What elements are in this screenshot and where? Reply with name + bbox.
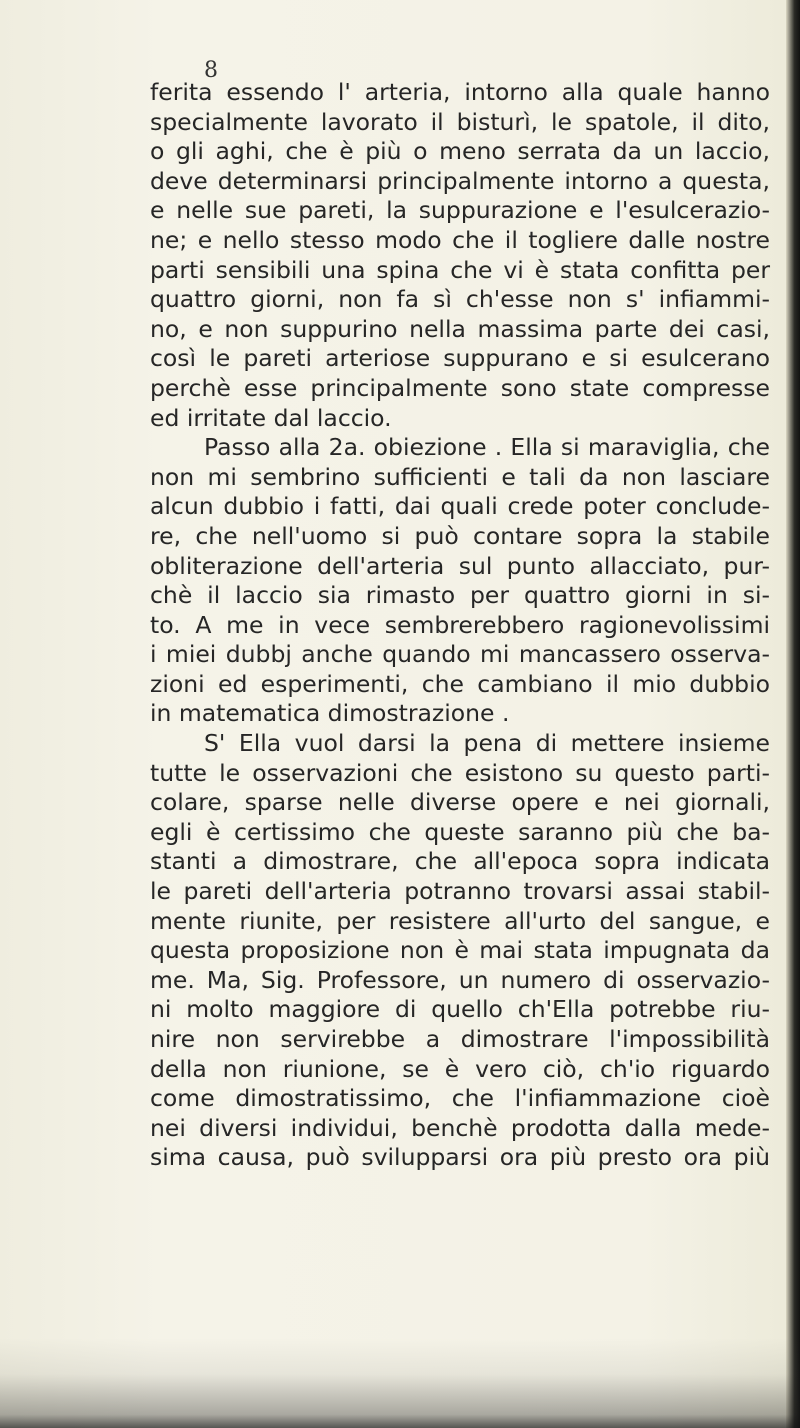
text-line: colare, sparse nelle diverse opere e nei giornali, [150,788,770,817]
text-line: stanti a dimostrare, che all'epoca sopra indicata [150,847,770,876]
text-line: ne; e nello stesso modo che il togliere dalle nostre [150,225,770,254]
text-line: così le pareti arteriose suppurano e si esulcerano [150,344,770,373]
text-line: ni molto maggiore di quello ch'Ella potrebbe riu- [150,995,770,1024]
text-line: tutte le osservazioni che esistono su questo parti- [150,758,770,787]
text-line: non mi sembrino sufficienti e tali da non lasciare [150,462,770,491]
text-line: zioni ed esperimenti, che cambiano il mio dubbio [150,669,770,698]
text-line: quattro giorni, non fa sì ch'esse non s' infiammi- [150,285,770,314]
text-line: parti sensibili una spina che vi è stata confitta per [150,255,770,284]
paragraph-1 [150,78,770,433]
text-line: o gli aghi, che è più o meno serrata da un laccio, [150,137,770,166]
text-line: ferita essendo l' arteria, intorno alla quale hanno [150,78,770,106]
text-line: nire non servirebbe a dimostrare l'impossibilità [150,1025,770,1053]
page-number: 8 [204,58,218,83]
text-line: no, e non suppurino nella massima parte dei casi, [150,314,770,343]
text-line: mente riunite, per resistere all'urto del sangue, e [150,906,770,935]
text-line: i miei dubbj anche quando mi mancassero osserva- [150,640,770,669]
text-line: specialmente lavorato il bisturì, le spatole, il dito, [150,107,770,136]
page-bottom-shadow [0,1338,800,1428]
text-line: egli è certissimo che queste saranno più che ba- [150,817,770,846]
page-edge-shadow [786,0,800,1428]
text-line: re, che nell'uomo si può contare sopra la stabile [150,521,770,550]
text-line: in matematica dimostrazione . [150,699,510,728]
text-line: come dimostratissimo, che l'infiammazione cioè [150,1084,770,1113]
text-line: ed irritate dal laccio. [150,403,392,432]
text-line: obliterazione dell'arteria sul punto allacciato, pur- [150,551,770,580]
text-line: Passo alla 2a. obiezione . Ella si maraviglia, che [204,433,770,462]
text-line: deve determinarsi principalmente intorno a questa, [150,166,770,195]
body-text [150,78,770,1173]
text-line: questa proposizione non è mai stata impugnata da [150,936,770,965]
paragraph-2 [150,433,770,729]
text-line: le pareti dell'arteria potranno trovarsi assai stabil- [150,877,770,906]
text-line: S' Ella vuol darsi la pena di mettere insieme [204,729,770,758]
text-line: della non riunione, se è vero ciò, ch'io riguardo [150,1054,770,1083]
text-line: nei diversi individui, benchè prodotta dalla mede- [150,1113,770,1142]
text-line: sima causa, può svilupparsi ora più presto ora più [150,1143,770,1172]
text-line: me. Ma, Sig. Professore, un numero di osservazio- [150,965,770,994]
text-line: e nelle sue pareti, la suppurazione e l'esulcerazio- [150,196,770,225]
text-line: alcun dubbio i fatti, dai quali crede poter conclude- [150,492,770,521]
text-line: perchè esse principalmente sono state compresse [150,373,770,402]
text-line: to. A me in vece sembrerebbero ragionevolissimi [150,610,770,639]
text-line: chè il laccio sia rimasto per quattro giorni in si- [150,581,770,610]
paragraph-3 [150,729,770,1173]
